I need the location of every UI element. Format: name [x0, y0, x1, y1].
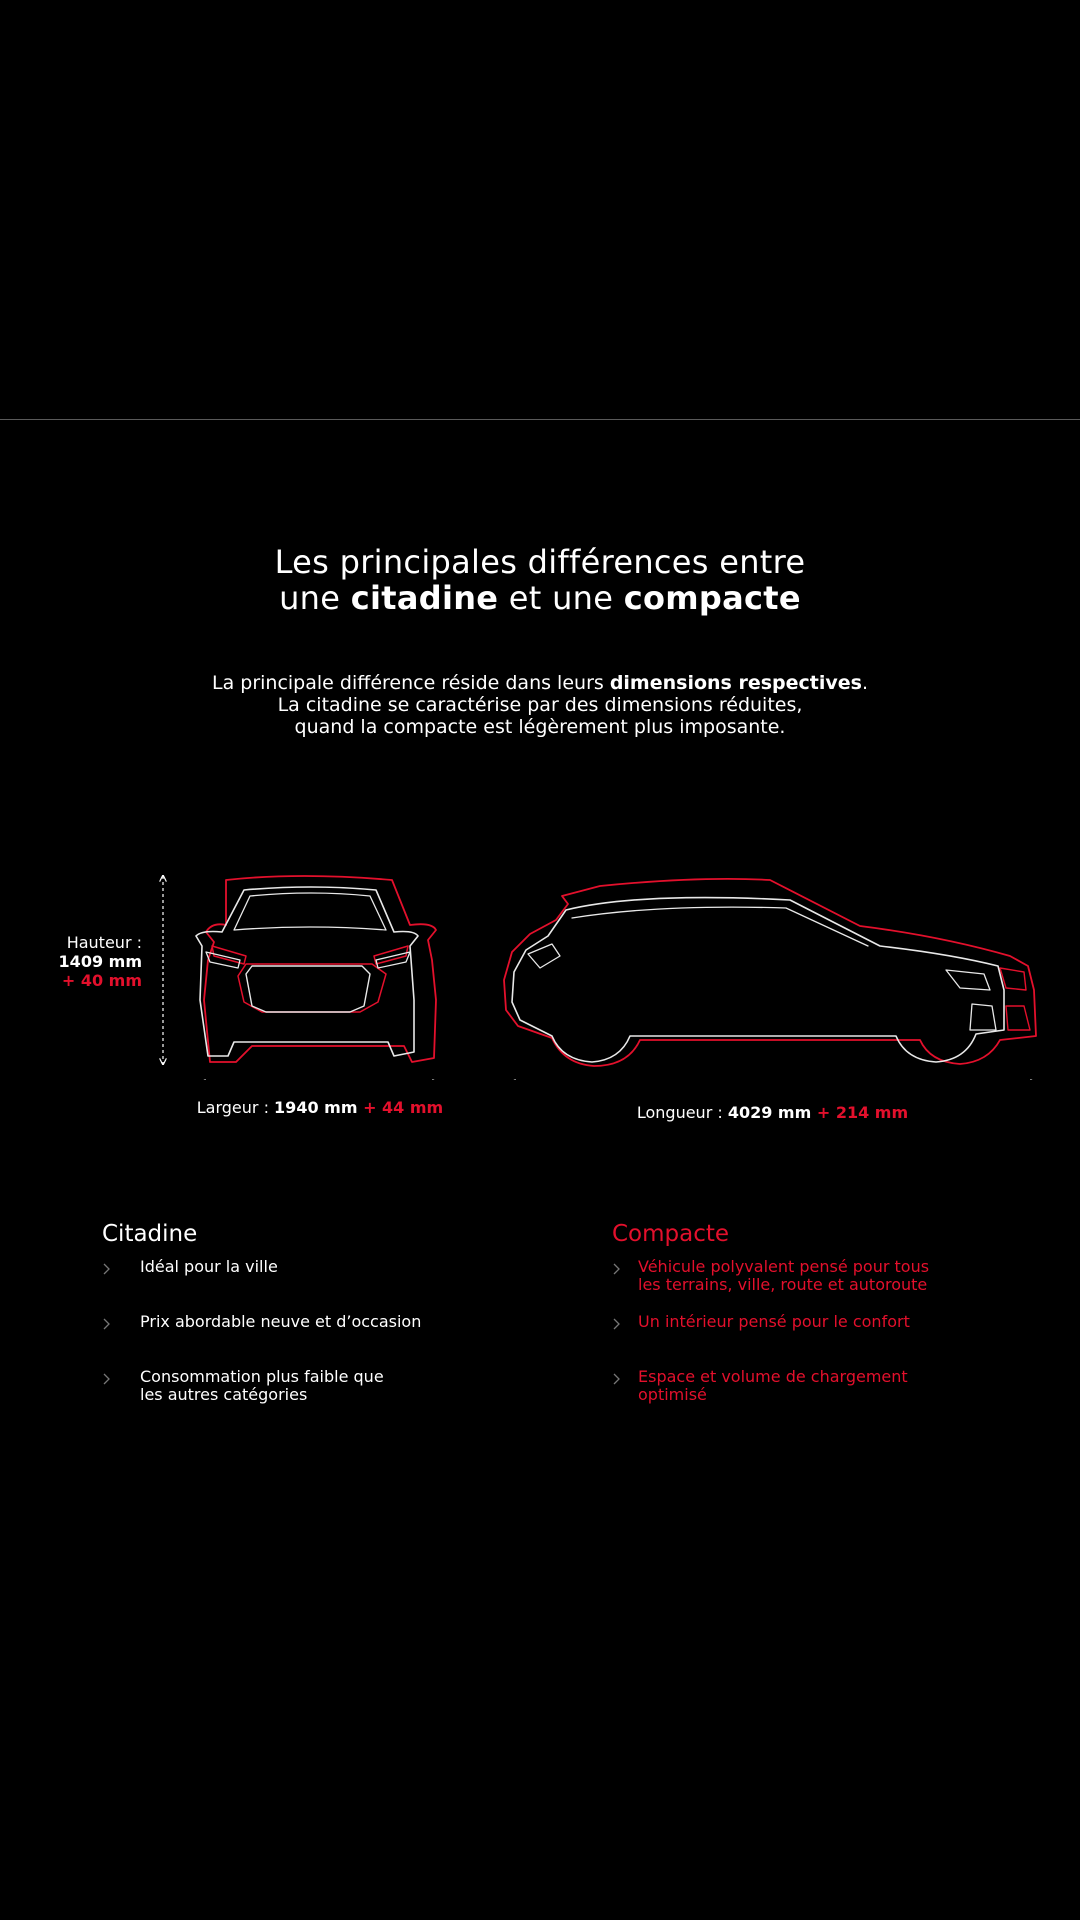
chevron-right-icon — [102, 1262, 112, 1276]
compacte-column — [612, 1220, 1032, 1423]
section-divider — [0, 419, 1080, 420]
list-item-text: Prix abordable neuve et d’occasion — [140, 1312, 422, 1331]
front-citadine-light-left — [206, 952, 240, 968]
chevron-right-icon — [612, 1372, 622, 1386]
height-value: 1409 mm — [58, 952, 142, 971]
intro-line-3: quand la compacte est légèrement plus imposante. — [294, 716, 786, 738]
front-citadine-outline — [196, 887, 418, 1056]
list-item — [612, 1313, 1032, 1349]
list-item — [102, 1258, 482, 1294]
list-item-text: optimisé — [638, 1385, 707, 1404]
list-item-text: les autres catégories — [140, 1385, 308, 1404]
height-caption: Hauteur : — [66, 933, 142, 952]
length-caption: Longueur : — [636, 1103, 728, 1122]
list-item — [612, 1368, 1032, 1404]
page-title — [0, 544, 1080, 616]
intro-line-1 — [0, 672, 1080, 694]
width-caption: Largeur : — [196, 1098, 275, 1117]
length-label — [540, 1103, 1005, 1122]
front-citadine-grille — [246, 966, 370, 1012]
width-delta: + 44 mm — [357, 1098, 444, 1117]
length-value: 4029 mm — [727, 1103, 812, 1122]
title-compacte: compacte — [623, 579, 801, 617]
car-front-outline-icon — [204, 876, 436, 1062]
compacte-title: Compacte — [612, 1221, 730, 1247]
list-item-text: les terrains, ville, route et autoroute — [638, 1275, 928, 1294]
list-item — [102, 1368, 482, 1404]
list-item-text: Consommation plus faible que — [140, 1367, 384, 1386]
list-item — [612, 1258, 1032, 1294]
intro-text: La principale différence réside dans leurs — [212, 672, 610, 694]
width-value: 1940 mm — [274, 1098, 358, 1117]
height-delta: + 40 mm — [61, 971, 142, 990]
side-citadine-tail — [946, 970, 990, 990]
list-item-text: Idéal pour la ville — [140, 1257, 278, 1276]
side-citadine-window — [572, 907, 868, 946]
front-compacte-outline — [204, 876, 436, 1062]
length-delta: + 214 mm — [811, 1103, 909, 1122]
title-line-2 — [0, 580, 1080, 616]
list-item-text: Espace et volume de chargement — [638, 1367, 908, 1386]
height-label — [0, 933, 142, 990]
front-citadine-windshield — [234, 893, 386, 930]
list-item — [102, 1313, 482, 1349]
title-line-1: Les principales différences entre — [274, 543, 806, 581]
side-citadine-outline — [512, 898, 1004, 1062]
title-text: et une — [498, 579, 624, 617]
citadine-title: Citadine — [102, 1221, 198, 1247]
citadine-column — [102, 1220, 482, 1423]
intro-paragraph — [0, 672, 1080, 738]
side-citadine-headlight — [528, 944, 560, 968]
title-text: une — [279, 579, 351, 617]
intro-bold: dimensions respectives — [609, 672, 862, 694]
front-compacte-light-right — [374, 946, 408, 964]
dimension-illustration — [0, 860, 1080, 1080]
list-item-text: Un intérieur pensé pour le confort — [638, 1312, 910, 1331]
width-label — [130, 1098, 510, 1117]
chevron-right-icon — [102, 1372, 112, 1386]
chevron-right-icon — [612, 1262, 622, 1276]
side-compacte-bumper — [1006, 1006, 1030, 1030]
citadine-list — [102, 1258, 482, 1404]
chevron-right-icon — [102, 1317, 112, 1331]
intro-text: . — [861, 672, 868, 694]
intro-line-2: La citadine se caractérise par des dimensions réduites, — [277, 694, 803, 716]
side-citadine-bumper — [970, 1004, 996, 1030]
compacte-list — [612, 1258, 1032, 1404]
title-citadine: citadine — [350, 579, 499, 617]
chevron-right-icon — [612, 1317, 622, 1331]
list-item-text: Véhicule polyvalent pensé pour tous — [638, 1257, 930, 1276]
